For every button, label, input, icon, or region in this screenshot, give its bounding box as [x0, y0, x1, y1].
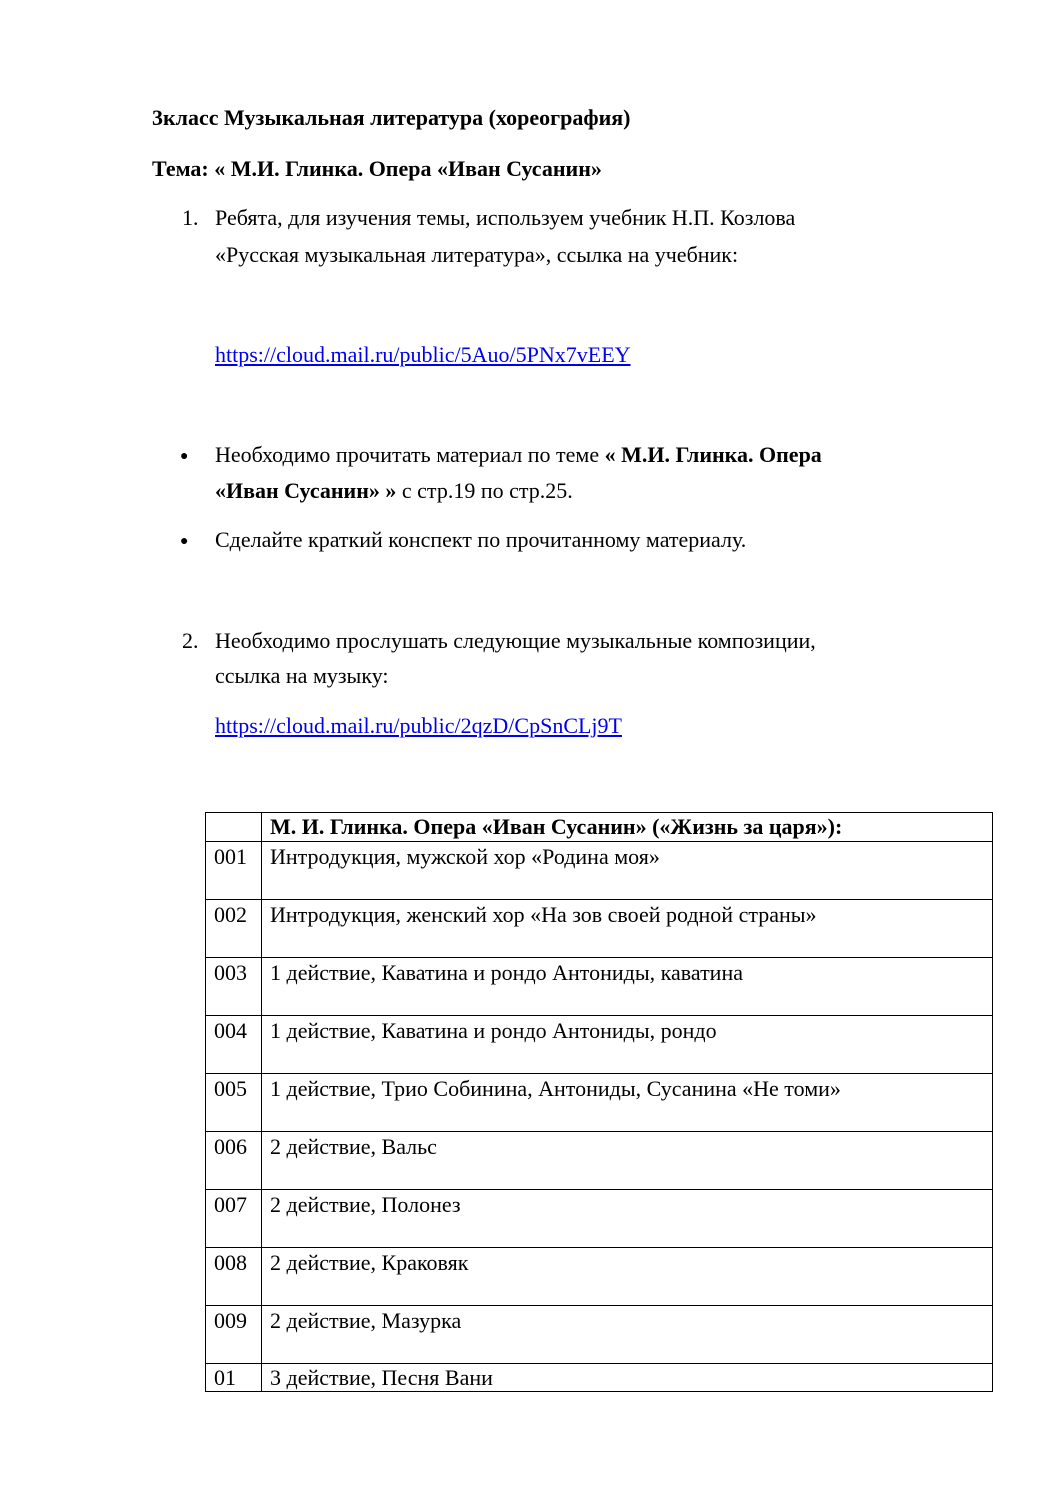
music-link[interactable]: https://cloud.mail.ru/public/2qzD/CpSnCLj9T [215, 713, 622, 738]
bullet-2-icon: ● [180, 534, 189, 549]
table-row [206, 1074, 993, 1132]
track-number: 007 [206, 1190, 262, 1248]
item-2-line-2: ссылка на музыку: [215, 663, 389, 688]
document-title: 3класс Музыкальная литература (хореография) [152, 105, 631, 130]
item-2-number: 2. [182, 628, 199, 653]
bullet-1-icon: ● [180, 449, 189, 464]
track-number: 001 [206, 842, 262, 900]
bullet-1-tail: с стр.19 по стр.25. [396, 478, 573, 503]
table-row [206, 958, 993, 1016]
topic-title: Тема: « М.И. Глинка. Опера «Иван Сусанин» [152, 156, 602, 181]
track-number: 005 [206, 1074, 262, 1132]
table-row [206, 900, 993, 958]
track-number: 006 [206, 1132, 262, 1190]
track-title: 1 действие, Каватина и рондо Антониды, рондо [262, 1016, 993, 1074]
table-row [206, 1306, 993, 1364]
table-row [206, 842, 993, 900]
track-title: Интродукция, мужской хор «Родина моя» [262, 842, 993, 900]
track-number: 004 [206, 1016, 262, 1074]
track-title: 2 действие, Вальс [262, 1132, 993, 1190]
table-row [206, 1190, 993, 1248]
bullet-1-bold-1: « М.И. Глинка. Опера [604, 442, 822, 467]
textbook-link[interactable]: https://cloud.mail.ru/public/5Auo/5PNx7vEEY [215, 342, 631, 367]
track-table [205, 812, 993, 1392]
item-1-line-1: Ребята, для изучения темы, используем учебник Н.П. Козлова [215, 205, 796, 230]
track-title: Интродукция, женский хор «На зов своей родной страны» [262, 900, 993, 958]
track-title: 3 действие, Песня Вани [262, 1364, 993, 1392]
track-title: 2 действие, Полонез [262, 1190, 993, 1248]
table-row [206, 1248, 993, 1306]
bullet-1-text: Необходимо прочитать материал по теме [215, 442, 605, 467]
table-row [206, 1016, 993, 1074]
item-1-number: 1. [182, 205, 199, 230]
track-title: 1 действие, Каватина и рондо Антониды, каватина [262, 958, 993, 1016]
track-number: 009 [206, 1306, 262, 1364]
track-title: 2 действие, Краковяк [262, 1248, 993, 1306]
bullet-2-text: Сделайте краткий конспект по прочитанному материалу. [215, 527, 747, 552]
table-header-num [206, 813, 262, 842]
table-row [206, 1132, 993, 1190]
table-header-row [206, 813, 993, 842]
track-number: 003 [206, 958, 262, 1016]
item-1-line-2: «Русская музыкальная литература», ссылка на учебник: [215, 242, 739, 267]
bullet-1-line-1 [215, 438, 822, 471]
bullet-1-line-2 [215, 474, 573, 507]
track-title: 1 действие, Трио Собинина, Антониды, Сусанина «Не томи» [262, 1074, 993, 1132]
track-number: 002 [206, 900, 262, 958]
track-title: 2 действие, Мазурка [262, 1306, 993, 1364]
item-2-line-1: Необходимо прослушать следующие музыкальные композиции, [215, 628, 816, 653]
table-row [206, 1364, 993, 1392]
bullet-1-bold-2: «Иван Сусанин» » [215, 478, 397, 503]
track-number: 008 [206, 1248, 262, 1306]
table-header-title: М. И. Глинка. Опера «Иван Сусанин» («Жизнь за царя»): [262, 813, 993, 842]
track-number: 01 [206, 1364, 262, 1392]
